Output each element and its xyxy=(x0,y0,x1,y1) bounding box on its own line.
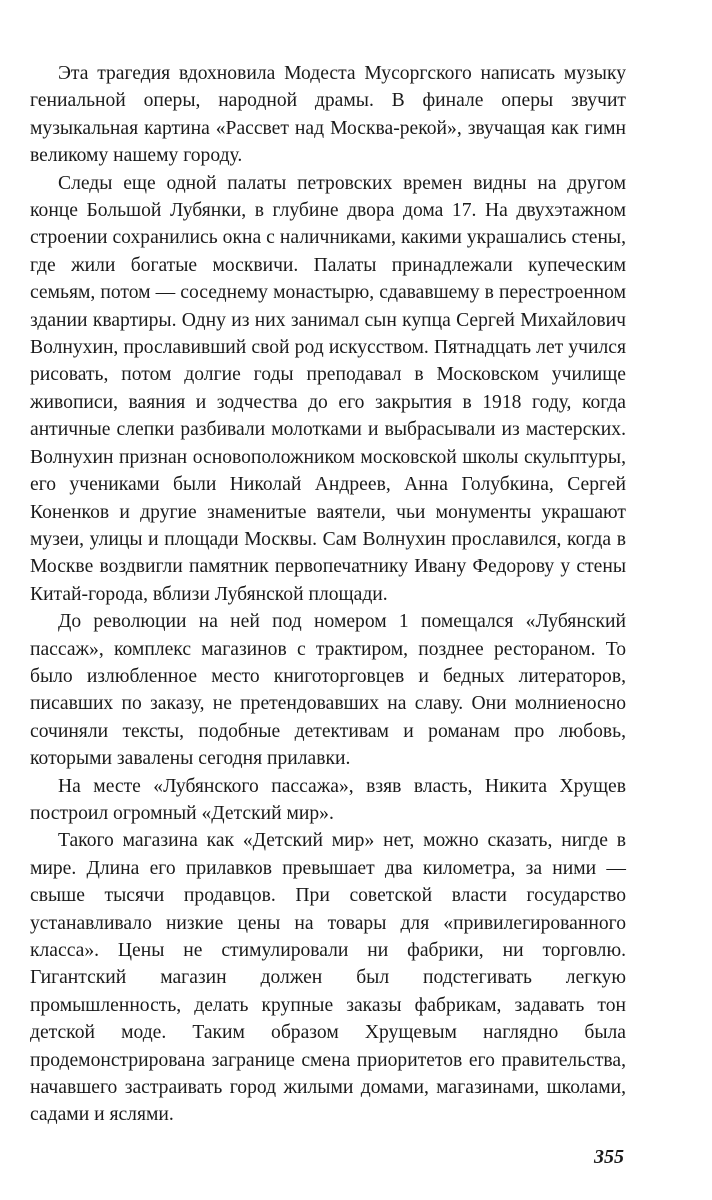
paragraph: Следы еще одной палаты петровских времен видны на другом конце Большой Лубянки, в глубине двора дома 17. На двухэтажном строении сохранились окна с наличниками, какими украшались стены, где жили богатые москвичи. Палаты принадлежали купеческим семьям, потом — соседнему монастырю, сдававшему в перестроенном здании квартиры. Одну из них занимал сын купца Сергей Михайлович Волнухин, прославивший свой род искусством. Пятнадцать лет учился рисовать, потом долгие годы преподавал в Московском училище живописи, ваяния и зодчества до его закрытия в 1918 году, когда античные слепки разбивали молотками и выбрасывали из мастерских. Волнухин признан основоположником московской школы скульптуры, его учениками были Николай Андреев, Анна Голубкина, Сергей Коненков и другие знаменитые ваятели, чьи монументы украшают музеи, улицы и площади Москвы. Сам Волнухин прославился, когда в Москве воздвигли памятник первопечатнику Ивану Федорову у стены Китай-города, вблизи Лубянской площади. xyxy=(30,172,626,605)
paragraph: Такого магазина как «Детский мир» нет, можно сказать, нигде в мире. Длина его прилавков превышает два километра, за ними — свыше тысячи продавцов. При советской власти государство устанавливало низкие цены на товары для «привилегированного класса». Цены не стимулировали ни фабрики, ни торговлю. Гигантский магазин должен был подстегивать легкую промышленность, делать крупные заказы фабрикам, задавать тон детской моде. Таким образом Хрущевым наглядно была продемонстрирована загранице смена приоритетов его правительства, начавшего застраивать город жилыми домами, магазинами, школами, садами и яслями. xyxy=(30,830,626,1126)
page-number: 355 xyxy=(594,1146,624,1168)
paragraph: Эта трагедия вдохновила Модеста Мусоргского написать музыку гениальной оперы, народной драмы. В финале оперы звучит музыкальная картина «Рассвет над Москва-рекой», звучащая как гимн великому нашему городу. xyxy=(30,63,626,167)
paragraph: До революции на ней под номером 1 помещался «Лубянский пассаж», комплекс магазинов с трактиром, позднее рестораном. То было излюбленное место книготорговцев и бедных литераторов, писавших по заказу, не претендовавших на славу. Они молниеносно сочиняли тексты, подобные детективам и романам про любовь, которыми завалены сегодня прилавки. xyxy=(30,611,626,770)
paragraph: На месте «Лубянского пассажа», взяв власть, Никита Хрущев построил огромный «Детский мир». xyxy=(30,775,626,824)
